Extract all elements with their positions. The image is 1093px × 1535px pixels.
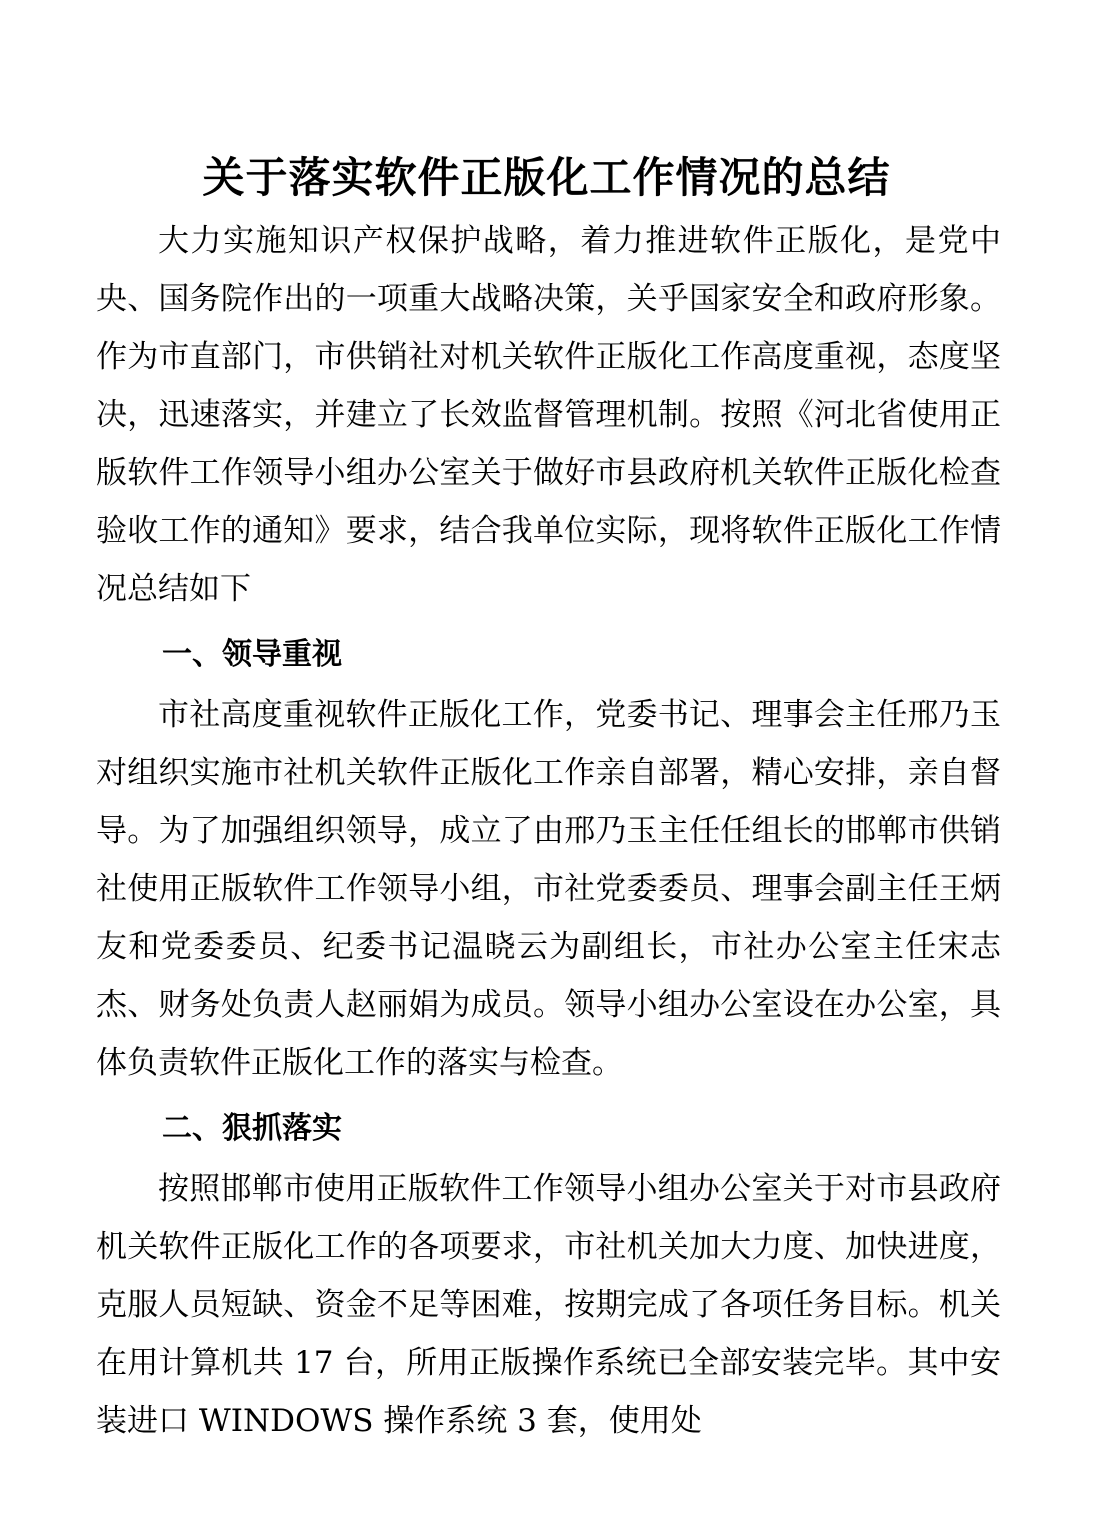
intro-paragraph: 大力实施知识产权保护战略，着力推进软件正版化，是党中央、国务院作出的一项重大战略决策，关乎国家安全和政府形象。作为市直部门，市供销社对机关软件正版化工作高度重视，态度坚决，迅速落实，并建立了长效监督管理机制。按照《河北省使用正版软件工作领导小组办公室关于做好市县政府机关软件正版化检查验收工作的通知》要求，结合我单位实际，现将软件正版化工作情况总结如下	[96, 223, 1001, 607]
section-heading-leadership: 一、领导重视	[162, 637, 342, 672]
section-paragraph-leadership: 市社高度重视软件正版化工作，党委书记、理事会主任邢乃玉对组织实施市社机关软件正版化工作亲自部署，精心安排，亲自督导。为了加强组织领导，成立了由邢乃玉主任任组长的邯郸市供销社使用正版软件工作领导小组，市社党委委员、理事会副主任王炳友和党委委员、纪委书记温晓云为副组长，市社办公室主任宋志杰、财务处负责人赵丽娟为成员。领导小组办公室设在办公室，具体负责软件正版化工作的落实与检查。	[96, 697, 1001, 1081]
section-heading-implementation: 二、狠抓落实	[162, 1111, 342, 1146]
document-title: 关于落实软件正版化工作情况的总结	[202, 153, 891, 202]
section-paragraph-implementation: 按照邯郸市使用正版软件工作领导小组办公室关于对市县政府机关软件正版化工作的各项要求，市社机关加大力度、加快进度，克服人员短缺、资金不足等困难，按期完成了各项任务目标。机关在用计算机共 17 台，所用正版操作系统已全部安装完毕。其中安装进口 WINDOWS 操作系统 3 套，使用处	[96, 1171, 1001, 1439]
document-body	[96, 212, 1001, 1450]
